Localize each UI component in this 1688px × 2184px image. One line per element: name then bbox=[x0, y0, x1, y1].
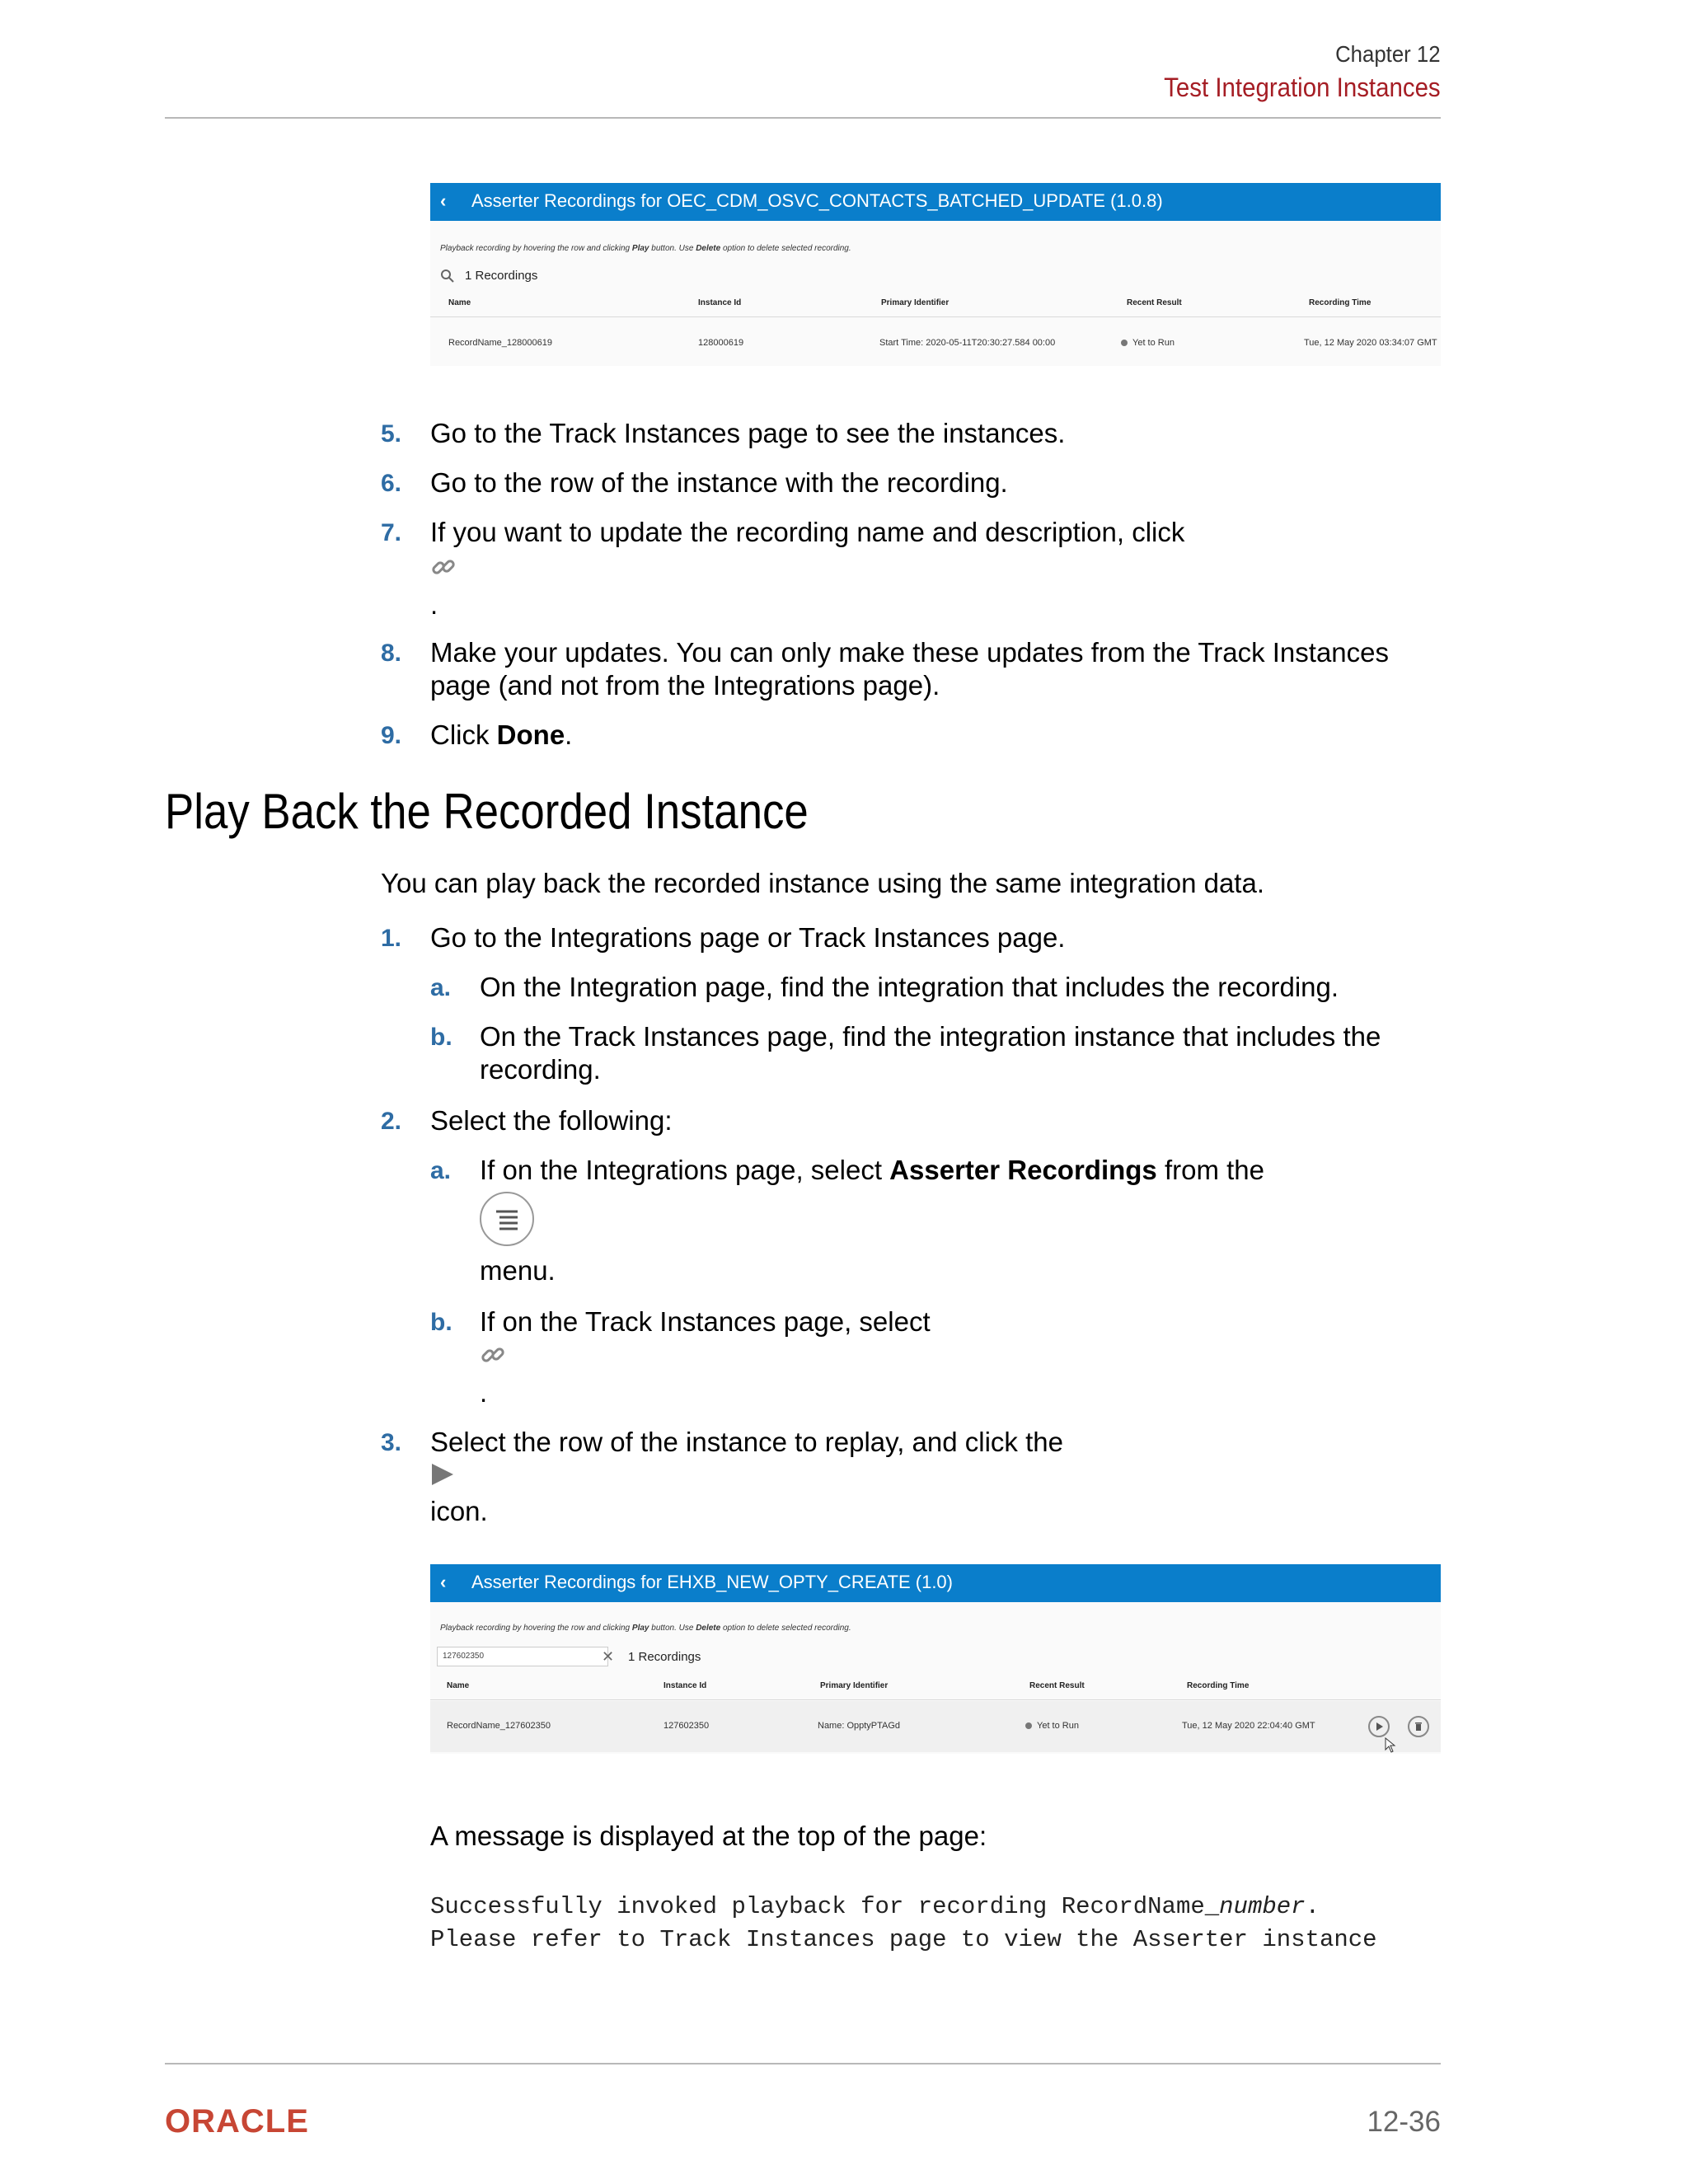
cell-instance-id: 127602350 bbox=[663, 1721, 710, 1731]
cell-primary-identifier: Name: OpptyPTAGd bbox=[818, 1721, 901, 1731]
substep-text: On the Integration page, find the integration that includes the recording. bbox=[480, 972, 1339, 1002]
cell-recent-result: Yet to Run bbox=[1121, 338, 1175, 348]
screenshot-title-bar bbox=[430, 1564, 1441, 1602]
column-header: Recent Result bbox=[1029, 1681, 1085, 1690]
cell-name: RecordName_127602350 bbox=[447, 1721, 551, 1731]
recordings-count: 1 Recordings bbox=[628, 1650, 701, 1664]
section-heading: Play Back the Recorded Instance bbox=[165, 784, 809, 839]
code-message-line-1: Successfully invoked playback for recording RecordName_number. bbox=[430, 1893, 1320, 1920]
recordings-count: 1 Recordings bbox=[465, 269, 538, 283]
step-text-cont: page (and not from the Integrations page). bbox=[430, 670, 940, 701]
column-header: Instance Id bbox=[698, 298, 742, 307]
step-text: Go to the Integrations page or Track Instances page. bbox=[430, 922, 1066, 953]
play-button[interactable] bbox=[1368, 1716, 1390, 1737]
cell-primary-identifier: Start Time: 2020-05-11T20:30:27.584 00:00 bbox=[879, 338, 1056, 348]
step-text: Go to the Track Instances page to see the instances. bbox=[430, 418, 1066, 448]
step-number: 9. bbox=[381, 722, 402, 749]
link-icon bbox=[430, 554, 457, 584]
play-icon bbox=[1370, 1718, 1388, 1736]
playback-hint: Playback recording by hovering the row and clicking Play button. Use Delete option to delete selected recording. bbox=[440, 244, 851, 253]
code-message-line-2: Please refer to Track Instances page to view the Asserter instance bbox=[430, 1926, 1377, 1953]
step-text: Click Done. bbox=[430, 719, 573, 750]
step-number: 7. bbox=[381, 519, 402, 546]
message-intro: A message is displayed at the top of the page: bbox=[430, 1821, 987, 1851]
substep-letter: b. bbox=[430, 1024, 452, 1051]
step-after: icon. bbox=[430, 1496, 488, 1526]
substep-text: On the Track Instances page, find the integration instance that includes the bbox=[480, 1021, 1381, 1052]
column-header: Name bbox=[447, 1681, 470, 1690]
table-divider bbox=[430, 316, 1441, 317]
substep-letter: b. bbox=[430, 1309, 452, 1336]
cell-instance-id: 128000619 bbox=[698, 338, 744, 348]
play-icon bbox=[430, 1462, 455, 1491]
step-number: 5. bbox=[381, 420, 402, 448]
close-icon[interactable]: ✕ bbox=[602, 1648, 615, 1665]
step-text: Make your updates. You can only make these updates from the Track Instances bbox=[430, 637, 1390, 668]
screenshot-title: Asserter Recordings for OEC_CDM_OSVC_CONTACTS_BATCHED_UPDATE (1.0.8) bbox=[471, 190, 1163, 211]
substep-period: . bbox=[480, 1377, 488, 1408]
column-header: Primary Identifier bbox=[881, 298, 950, 307]
status-dot-icon bbox=[1025, 1722, 1032, 1729]
step-number: 1. bbox=[381, 925, 402, 952]
step-number: 6. bbox=[381, 470, 402, 497]
delete-button[interactable] bbox=[1408, 1716, 1429, 1737]
back-chevron-icon[interactable]: ‹ bbox=[440, 190, 447, 211]
back-chevron-icon[interactable]: ‹ bbox=[440, 1572, 447, 1592]
cursor-icon bbox=[1385, 1737, 1398, 1758]
column-header: Primary Identifier bbox=[820, 1681, 889, 1690]
step-text: Select the row of the instance to replay, and click the bbox=[430, 1427, 1063, 1457]
trash-icon bbox=[1409, 1718, 1428, 1736]
oracle-logo: ORACLE bbox=[165, 2103, 309, 2139]
column-header: Recording Time bbox=[1187, 1681, 1250, 1690]
screenshot-title-bar bbox=[430, 183, 1441, 221]
substep-text: If on the Track Instances page, select bbox=[480, 1306, 931, 1337]
search-icon[interactable] bbox=[440, 269, 455, 288]
footer-rule bbox=[165, 2063, 1441, 2064]
intro-paragraph: You can play back the recorded instance using the same integration data. bbox=[381, 868, 1264, 898]
screenshot-asserter-recordings-1 bbox=[430, 183, 1441, 366]
playback-hint: Playback recording by hovering the row and clicking Play button. Use Delete option to delete selected recording. bbox=[440, 1624, 851, 1633]
column-header: Instance Id bbox=[663, 1681, 707, 1690]
page-number: 12-36 bbox=[1367, 2106, 1441, 2138]
substep-letter: a. bbox=[430, 1157, 452, 1184]
step-period: . bbox=[430, 589, 438, 620]
chapter-label: Chapter 12 bbox=[1335, 41, 1441, 67]
step-text: If you want to update the recording name and description, click bbox=[430, 517, 1185, 547]
step-text: Select the following: bbox=[430, 1105, 673, 1136]
link-icon bbox=[480, 1342, 506, 1372]
column-header: Name bbox=[448, 298, 471, 307]
cell-recording-time: Tue, 12 May 2020 03:34:07 GMT bbox=[1304, 338, 1437, 348]
screenshot-title: Asserter Recordings for EHXB_NEW_OPTY_CREATE (1.0) bbox=[471, 1572, 953, 1592]
table-divider bbox=[430, 1699, 1441, 1700]
table-row[interactable] bbox=[430, 1701, 1441, 1752]
substep-text-cont: recording. bbox=[480, 1054, 601, 1085]
substep-text: If on the Integrations page, select Asserter Recordings from the bbox=[480, 1155, 1265, 1185]
substep-letter: a. bbox=[430, 974, 452, 1001]
step-text: Go to the row of the instance with the recording. bbox=[430, 467, 1008, 498]
cell-name: RecordName_128000619 bbox=[448, 338, 552, 348]
step-number: 2. bbox=[381, 1108, 402, 1135]
substep-after: menu. bbox=[480, 1255, 556, 1286]
section-label: Test Integration Instances bbox=[1164, 73, 1441, 102]
screenshot-asserter-recordings-2 bbox=[430, 1564, 1441, 1754]
step-number: 8. bbox=[381, 640, 402, 667]
status-dot-icon bbox=[1121, 340, 1128, 346]
search-input[interactable]: 127602350 bbox=[437, 1647, 608, 1666]
cell-recording-time: Tue, 12 May 2020 22:04:40 GMT bbox=[1182, 1721, 1315, 1731]
cell-recent-result: Yet to Run bbox=[1025, 1721, 1079, 1731]
menu-icon bbox=[478, 1190, 536, 1252]
step-number: 3. bbox=[381, 1429, 402, 1456]
column-header: Recording Time bbox=[1309, 298, 1372, 307]
header-rule bbox=[165, 117, 1441, 119]
column-header: Recent Result bbox=[1127, 298, 1182, 307]
